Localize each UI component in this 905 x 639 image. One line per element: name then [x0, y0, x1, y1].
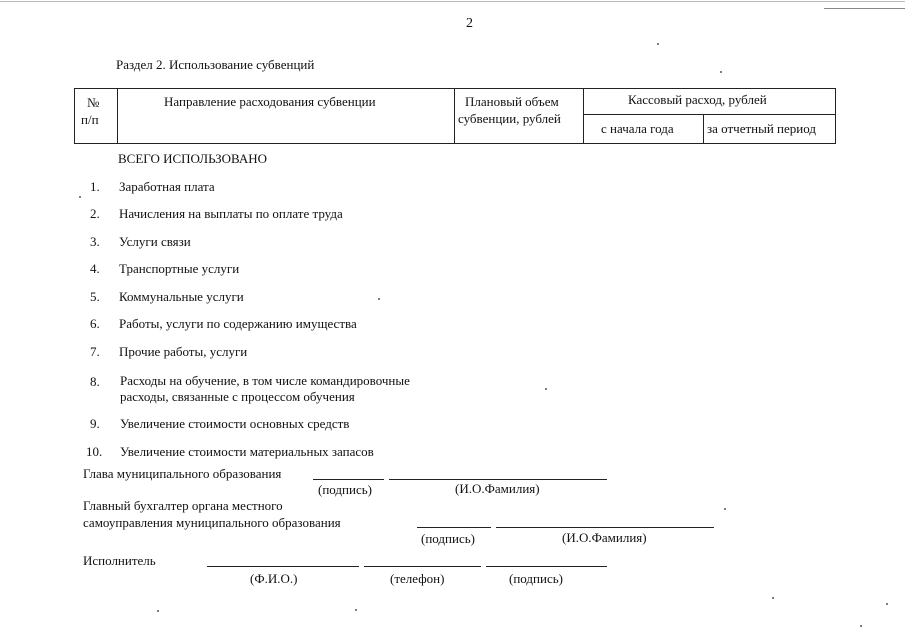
scan-speck — [355, 609, 357, 611]
row-label: Начисления на выплаты по оплате труда — [119, 206, 343, 221]
executor-sign-line — [486, 566, 607, 567]
accountant-label-2: самоуправления муниципального образования — [83, 515, 341, 530]
scan-speck — [860, 625, 862, 627]
executor-fio-line — [207, 566, 359, 567]
total-label: ВСЕГО ИСПОЛЬЗОВАНО — [118, 151, 268, 166]
row-number: 6. — [90, 316, 100, 331]
accountant-sign-line — [417, 527, 491, 528]
executor-sign-caption: (подпись) — [509, 571, 563, 586]
row-label: Увеличение стоимости материальных запасов — [120, 444, 374, 459]
row-label: Коммунальные услуги — [119, 289, 244, 304]
head-label: Глава муниципального образования — [83, 466, 282, 481]
page-number: 2 — [466, 16, 473, 31]
executor-label: Исполнитель — [83, 553, 156, 568]
header-cash: Кассовый расход, рублей — [628, 92, 767, 107]
head-sign-caption: (подпись) — [318, 482, 372, 497]
accountant-sign-caption: (подпись) — [421, 531, 475, 546]
scan-speck — [378, 298, 380, 300]
row-label: Заработная плата — [119, 179, 215, 194]
row-number: 8. — [90, 374, 100, 389]
row-number: 3. — [90, 234, 100, 249]
scan-speck — [157, 610, 159, 612]
row-label: Увеличение стоимости основных средств — [120, 416, 350, 431]
executor-phone-caption: (телефон) — [390, 571, 445, 586]
scan-speck — [657, 43, 659, 45]
scan-speck — [772, 597, 774, 599]
accountant-name-line — [496, 527, 714, 528]
header-planned-2: субвенции, рублей — [458, 111, 561, 126]
section-title: Раздел 2. Использование субвенций — [116, 57, 315, 72]
row-number: 2. — [90, 206, 100, 221]
header-num-sub: п/п — [81, 112, 99, 127]
head-name-line — [389, 479, 607, 480]
row-number: 4. — [90, 261, 100, 276]
row-label: Прочие работы, услуги — [119, 344, 248, 359]
row-label: Транспортные услуги — [119, 261, 240, 276]
row-label: Работы, услуги по содержанию имущества — [119, 316, 357, 331]
top-border — [0, 1, 905, 2]
header-num: № — [87, 95, 100, 110]
row-number: 5. — [90, 289, 100, 304]
scan-speck — [545, 388, 547, 390]
executor-fio-caption: (Ф.И.О.) — [250, 571, 298, 586]
head-sign-line — [313, 479, 384, 480]
top-right-mark — [824, 8, 905, 9]
head-name-caption: (И.О.Фамилия) — [455, 481, 540, 496]
row-number: 7. — [90, 344, 100, 359]
scan-speck — [720, 71, 722, 73]
row-label: Услуги связи — [119, 234, 191, 249]
row-number: 9. — [90, 416, 100, 431]
scan-speck — [724, 508, 726, 510]
executor-phone-line — [364, 566, 481, 567]
header-cash-period: за отчетный период — [707, 121, 816, 136]
header-planned-1: Плановый объем — [465, 94, 559, 109]
header-direction: Направление расходования субвенции — [164, 94, 376, 109]
row-label: Расходы на обучение, в том числе командировочные — [120, 373, 410, 388]
accountant-label-1: Главный бухгалтер органа местного — [83, 498, 283, 513]
accountant-name-caption: (И.О.Фамилия) — [562, 530, 647, 545]
scan-speck — [79, 196, 81, 198]
row-number: 1. — [90, 179, 100, 194]
row-label-continued: расходы, связанные с процессом обучения — [120, 389, 355, 404]
scan-speck — [886, 603, 888, 605]
header-cash-from-start: с начала года — [601, 121, 674, 136]
row-number: 10. — [86, 444, 103, 459]
